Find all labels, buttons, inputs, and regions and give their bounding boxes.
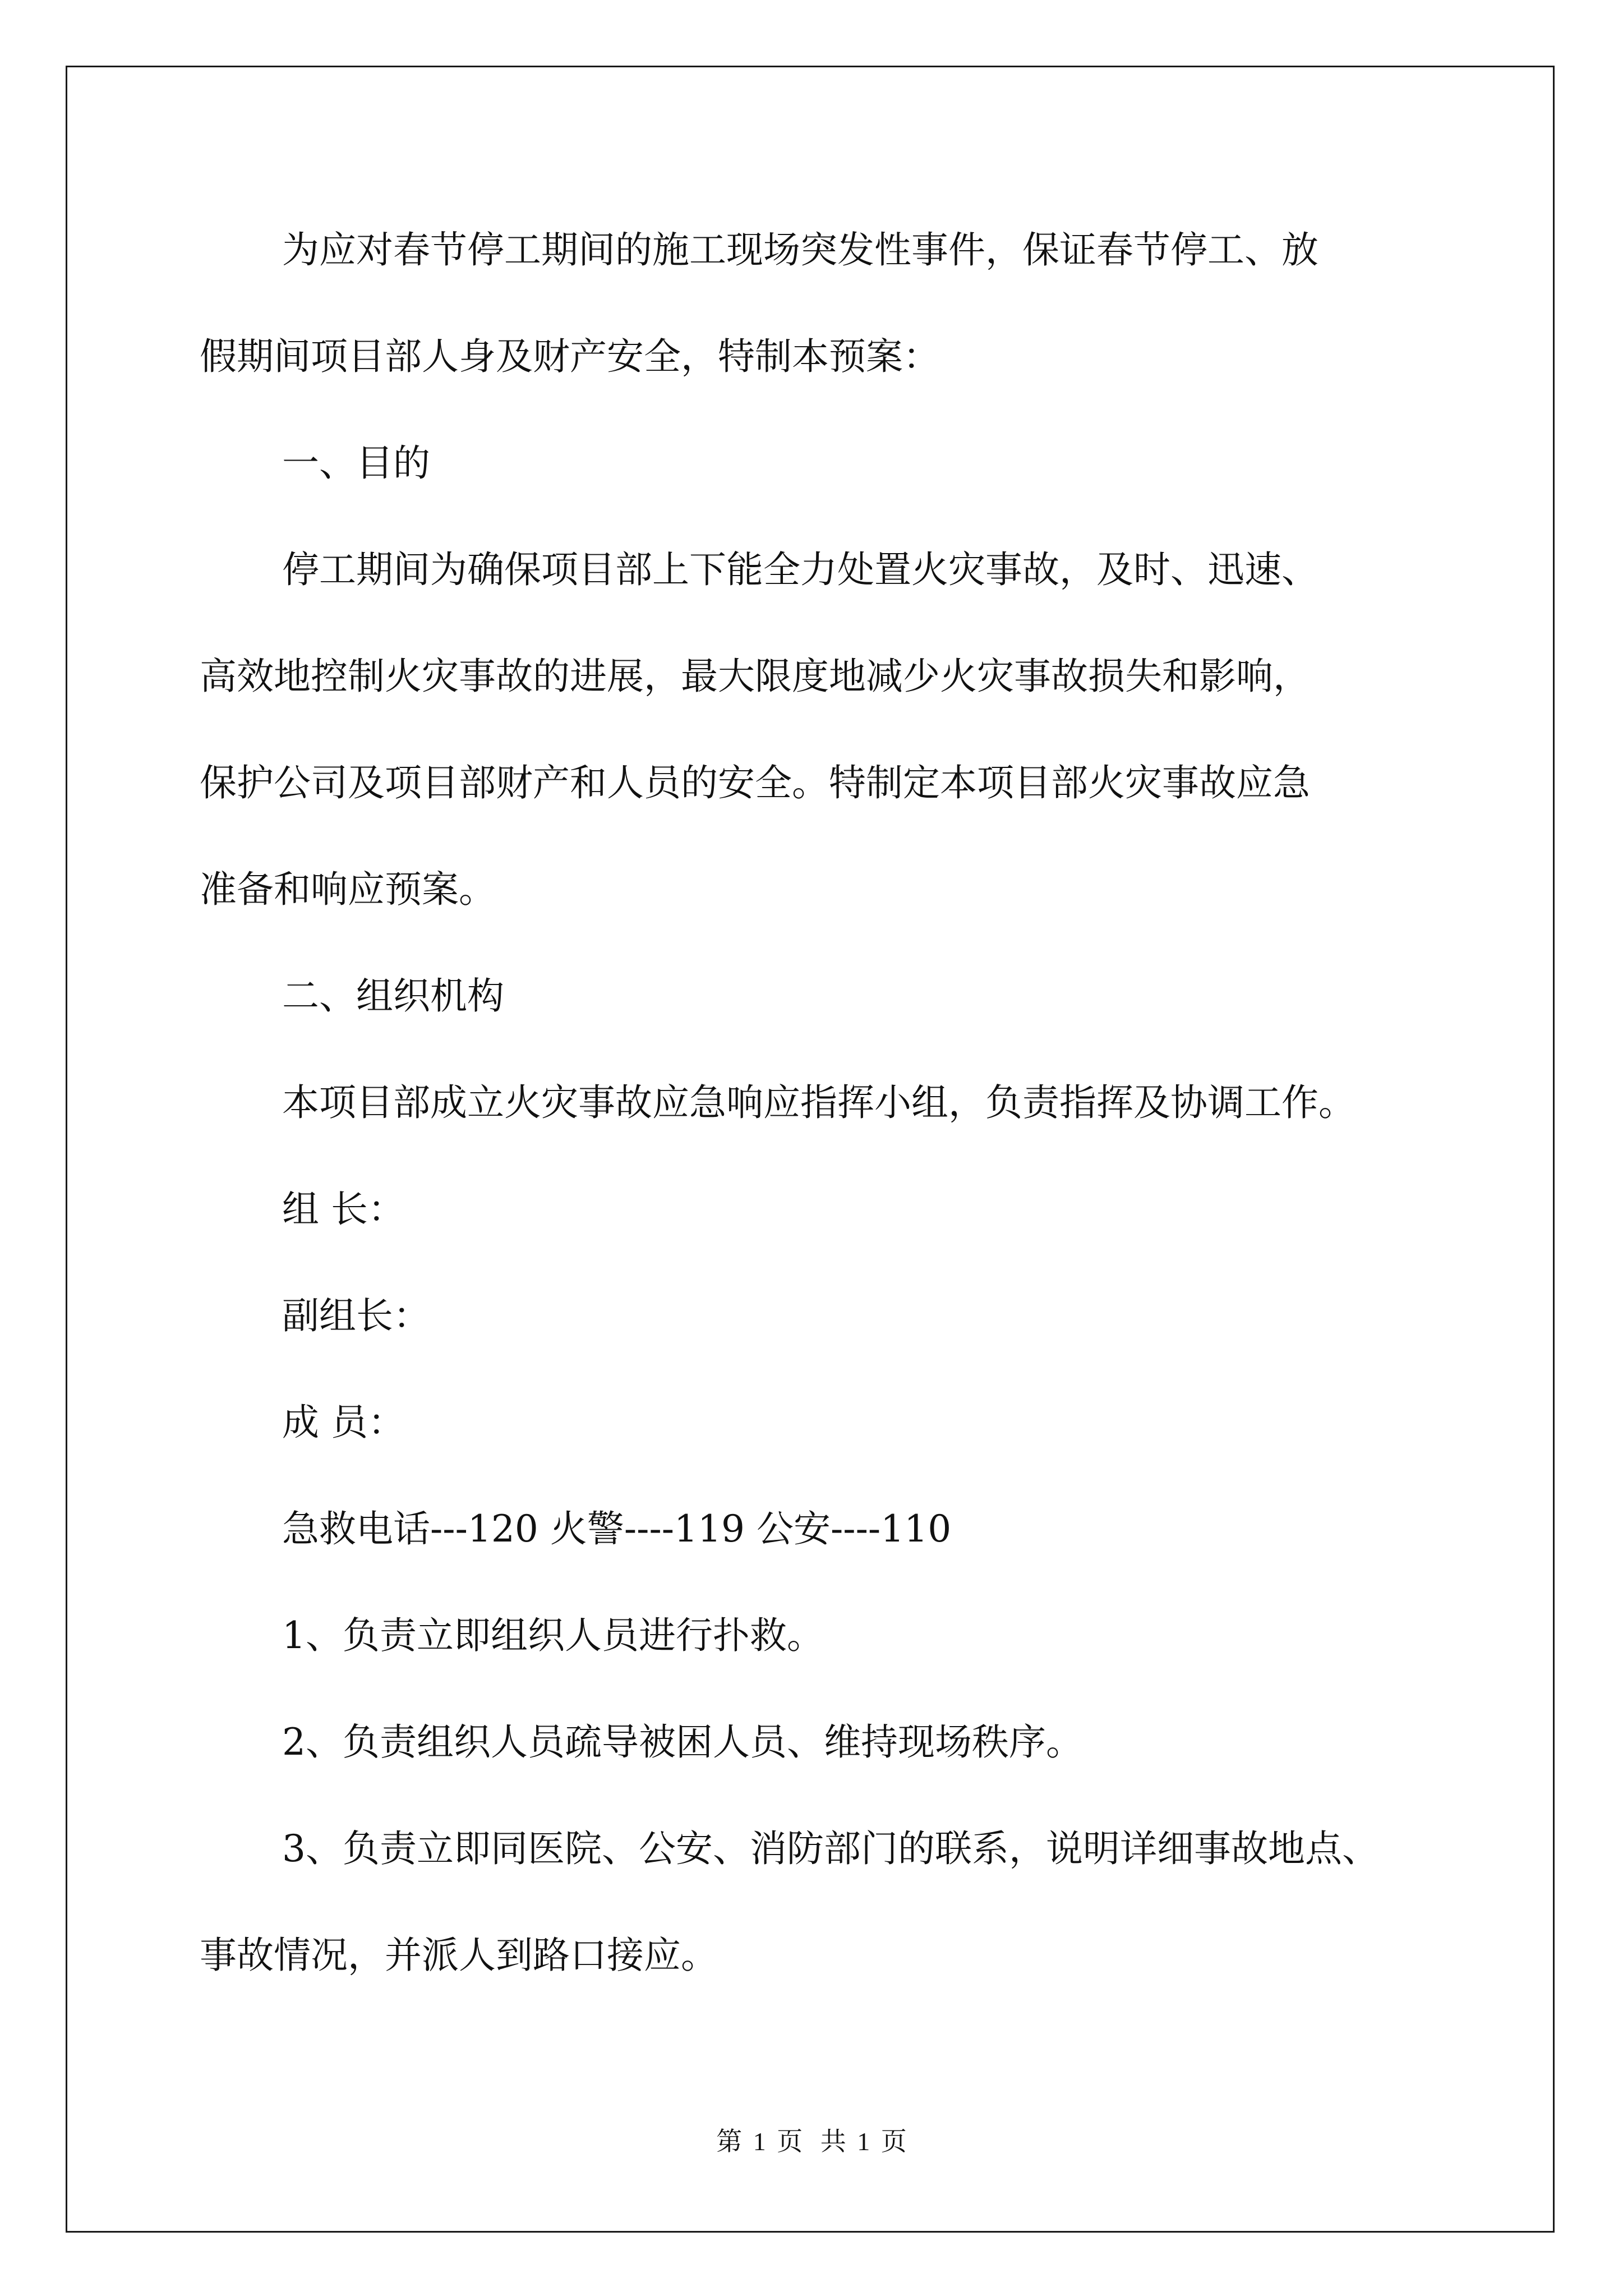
list-item-1: 1、负责立即组织人员进行扑救。 — [282, 1614, 824, 1657]
list-item-3-line1: 3、负责立即同医院、公安、消防部门的联系，说明详细事故地点、 — [282, 1827, 1379, 1870]
paragraph-organization: 本项目部成立火灾事故应急响应指挥小组，负责指挥及协调工作。 — [282, 1081, 1355, 1124]
page-number: 第 1 页 — [716, 2127, 803, 2156]
paragraph-purpose-line3: 保护公司及项目部财产和人员的安全。特制定本项目部火灾事故应急 — [200, 761, 1310, 804]
paragraph-intro-line2: 假期间项目部人身及财产安全，特制本预案： — [200, 335, 940, 378]
emergency-phone-numbers: 急救电话---120 火警----119 公安----110 — [282, 1507, 952, 1550]
field-team-leader: 组 长： — [282, 1188, 405, 1231]
page-footer — [0, 2125, 1623, 2159]
field-members: 成 员： — [282, 1401, 405, 1444]
paragraph-purpose-line2: 高效地控制火灾事故的进展，最大限度地减少火灾事故损失和影响， — [200, 655, 1310, 698]
list-item-2: 2、负责组织人员疏导被困人员、维持现场秩序。 — [282, 1720, 1083, 1764]
paragraph-intro-line1: 为应对春节停工期间的施工现场突发性事件，保证春节停工、放 — [282, 228, 1318, 272]
paragraph-purpose-line4: 准备和响应预案。 — [200, 868, 496, 911]
section-heading-organization: 二、组织机构 — [282, 974, 504, 1018]
field-deputy-leader: 副组长： — [282, 1294, 430, 1337]
paragraph-purpose-line1: 停工期间为确保项目部上下能全力处置火灾事故，及时、迅速、 — [282, 548, 1318, 591]
list-item-3-line2: 事故情况，并派人到路口接应。 — [200, 1934, 718, 1977]
page-border — [66, 66, 1555, 2233]
section-heading-purpose: 一、目的 — [282, 441, 430, 485]
page-total: 共 1 页 — [820, 2127, 907, 2156]
